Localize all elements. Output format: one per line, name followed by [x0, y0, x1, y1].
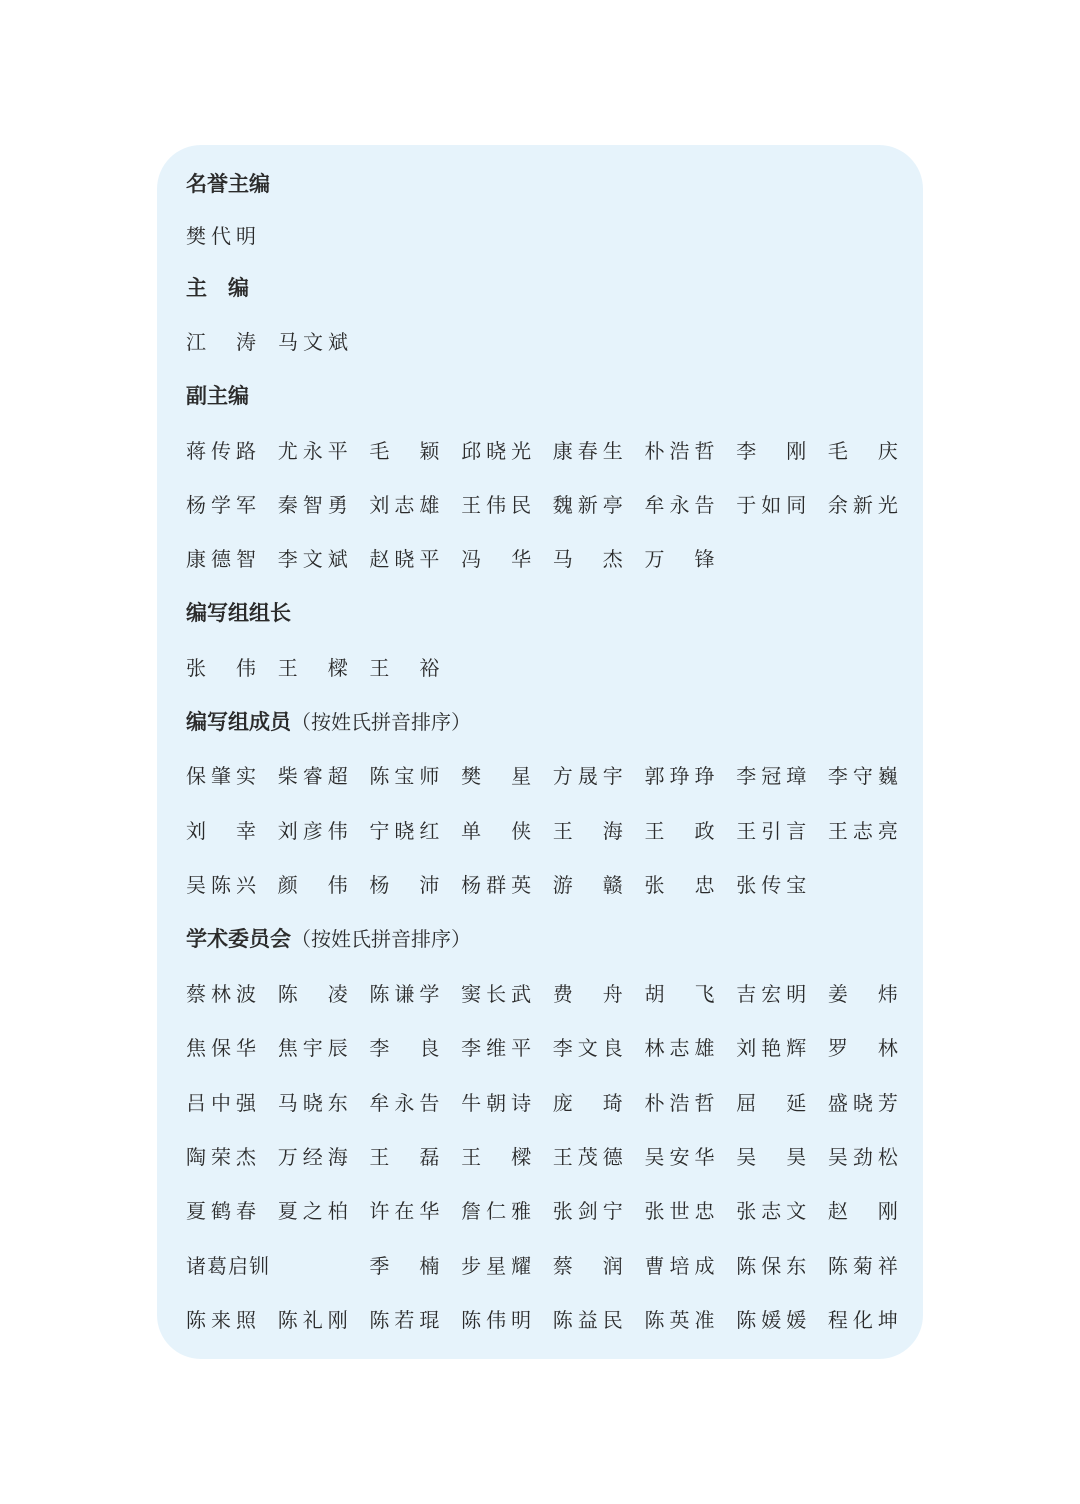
member-name: 樊 代 明	[186, 224, 256, 248]
member-name: 步 星 耀	[461, 1254, 532, 1278]
member-name: 方 晟 宇	[552, 764, 623, 788]
section-title: 主 编	[186, 276, 249, 300]
member-name: 刘 艳 辉	[736, 1036, 807, 1060]
member-name: 张 世 忠	[644, 1199, 715, 1223]
section-heading-deputy-editors	[186, 382, 249, 410]
member-name: 王 樑	[277, 656, 348, 680]
member-name: 曹 培 成	[644, 1254, 715, 1278]
member-name: 单 侠	[461, 819, 532, 843]
member-name: 尤 永 平	[277, 439, 348, 463]
member-name: 赵 晓 平	[369, 547, 440, 571]
member-name: 邱 晓 光	[461, 439, 532, 463]
section-note: （按姓氏拼音排序）	[291, 710, 471, 734]
member-name: 李 刚	[736, 439, 807, 463]
member-name: 朴 浩 哲	[644, 439, 715, 463]
member-name: 林 志 雄	[644, 1036, 715, 1060]
member-name: 陈 英 准	[644, 1308, 715, 1332]
section-title: 学术委员会	[186, 927, 291, 951]
section-heading-academic-committee	[186, 925, 471, 953]
member-name: 魏 新 亭	[552, 493, 623, 517]
member-name: 陈 媛 媛	[736, 1308, 807, 1332]
member-name: 杨 沛	[369, 873, 440, 897]
member-name: 康 德 智	[186, 547, 256, 571]
member-name: 费 舟	[552, 982, 623, 1006]
member-name: 诸葛启钏	[186, 1254, 270, 1278]
member-name: 张 伟	[186, 656, 256, 680]
member-name: 李 守 巍	[827, 764, 898, 788]
member-name: 余 新 光	[827, 493, 898, 517]
member-name: 焦 宇 辰	[277, 1036, 348, 1060]
member-name: 李 良	[369, 1036, 440, 1060]
member-name: 吉 宏 明	[736, 982, 807, 1006]
member-name: 杨 群 英	[461, 873, 532, 897]
member-name: 罗 林	[827, 1036, 898, 1060]
member-name: 朴 浩 哲	[644, 1091, 715, 1115]
member-name: 陈 菊 祥	[827, 1254, 898, 1278]
member-name: 王 引 言	[736, 819, 807, 843]
member-name: 游 赣	[552, 873, 623, 897]
member-name: 王 樑	[461, 1145, 532, 1169]
member-name: 陶 荣 杰	[186, 1145, 256, 1169]
member-name: 刘 幸	[186, 819, 256, 843]
member-name: 万 经 海	[277, 1145, 348, 1169]
member-name: 江 涛	[186, 330, 256, 354]
section-title: 编写组组长	[186, 601, 291, 625]
member-name: 屈 延	[736, 1091, 807, 1115]
member-name: 王 茂 德	[552, 1145, 623, 1169]
section-title: 名誉主编	[186, 172, 270, 196]
member-name: 陈 谦 学	[369, 982, 440, 1006]
member-name: 陈 凌	[277, 982, 348, 1006]
member-name: 刘 志 雄	[369, 493, 440, 517]
member-name: 秦 智 勇	[277, 493, 348, 517]
member-name: 牟 永 告	[644, 493, 715, 517]
member-name: 宁 晓 红	[369, 819, 440, 843]
member-name: 保 肇 实	[186, 764, 256, 788]
member-name: 毛 庆	[827, 439, 898, 463]
member-name: 王 志 亮	[827, 819, 898, 843]
member-name: 康 春 生	[552, 439, 623, 463]
member-name: 詹 仁 雅	[461, 1199, 532, 1223]
member-name: 陈 宝 师	[369, 764, 440, 788]
section-title: 编写组成员	[186, 710, 291, 734]
member-name: 姜 炜	[827, 982, 898, 1006]
member-name: 夏 鹤 春	[186, 1199, 256, 1223]
member-name: 陈 礼 刚	[277, 1308, 348, 1332]
section-note: （按姓氏拼音排序）	[291, 927, 471, 951]
member-name: 庞 琦	[552, 1091, 623, 1115]
member-name: 马 杰	[552, 547, 623, 571]
member-name: 吴 安 华	[644, 1145, 715, 1169]
section-title: 副主编	[186, 384, 249, 408]
member-name: 吴 陈 兴	[186, 873, 256, 897]
member-name: 马 晓 东	[277, 1091, 348, 1115]
member-name: 夏 之 柏	[277, 1199, 348, 1223]
member-name: 李 文 良	[552, 1036, 623, 1060]
member-name: 王 裕	[369, 656, 440, 680]
member-name: 王 海	[552, 819, 623, 843]
member-name: 牟 永 告	[369, 1091, 440, 1115]
section-heading-writing-group-members	[186, 708, 471, 736]
member-name: 牛 朝 诗	[461, 1091, 532, 1115]
member-name: 杨 学 军	[186, 493, 256, 517]
member-name: 张 传 宝	[736, 873, 807, 897]
member-name: 蔡 润	[552, 1254, 623, 1278]
member-name: 王 磊	[369, 1145, 440, 1169]
section-heading-honorary-editor	[186, 170, 270, 198]
member-name: 胡 飞	[644, 982, 715, 1006]
member-name: 刘 彦 伟	[277, 819, 348, 843]
member-name: 吕 中 强	[186, 1091, 256, 1115]
section-heading-writing-group-leaders	[186, 599, 291, 627]
member-name: 蔡 林 波	[186, 982, 256, 1006]
member-name: 郭 琤 琤	[644, 764, 715, 788]
content-card	[157, 145, 923, 1359]
member-name: 于 如 同	[736, 493, 807, 517]
member-name: 万 锋	[644, 547, 715, 571]
member-name: 樊 星	[461, 764, 532, 788]
member-name: 陈 保 东	[736, 1254, 807, 1278]
member-name: 柴 睿 超	[277, 764, 348, 788]
member-name: 赵 刚	[827, 1199, 898, 1223]
member-name: 颜 伟	[277, 873, 348, 897]
member-name: 焦 保 华	[186, 1036, 256, 1060]
member-name: 季 楠	[369, 1254, 440, 1278]
member-name: 冯 华	[461, 547, 532, 571]
member-name: 吴 昊	[736, 1145, 807, 1169]
member-name: 王 政	[644, 819, 715, 843]
member-name: 陈 伟 明	[461, 1308, 532, 1332]
member-name: 李 文 斌	[277, 547, 348, 571]
member-name: 陈 来 照	[186, 1308, 256, 1332]
member-name: 陈 若 琨	[369, 1308, 440, 1332]
member-name: 窦 长 武	[461, 982, 532, 1006]
member-name: 张 剑 宁	[552, 1199, 623, 1223]
member-name: 王 伟 民	[461, 493, 532, 517]
member-name: 盛 晓 芳	[827, 1091, 898, 1115]
member-name: 蒋 传 路	[186, 439, 256, 463]
member-name: 毛 颖	[369, 439, 440, 463]
member-name: 程 化 坤	[827, 1308, 898, 1332]
member-name: 吴 劲 松	[827, 1145, 898, 1169]
member-name: 张 忠	[644, 873, 715, 897]
section-heading-editor-in-chief	[186, 274, 249, 302]
member-name: 李 维 平	[461, 1036, 532, 1060]
member-name: 陈 益 民	[552, 1308, 623, 1332]
member-name: 李 冠 璋	[736, 764, 807, 788]
member-name: 张 志 文	[736, 1199, 807, 1223]
member-name: 马 文 斌	[278, 330, 348, 354]
member-name: 许 在 华	[369, 1199, 440, 1223]
